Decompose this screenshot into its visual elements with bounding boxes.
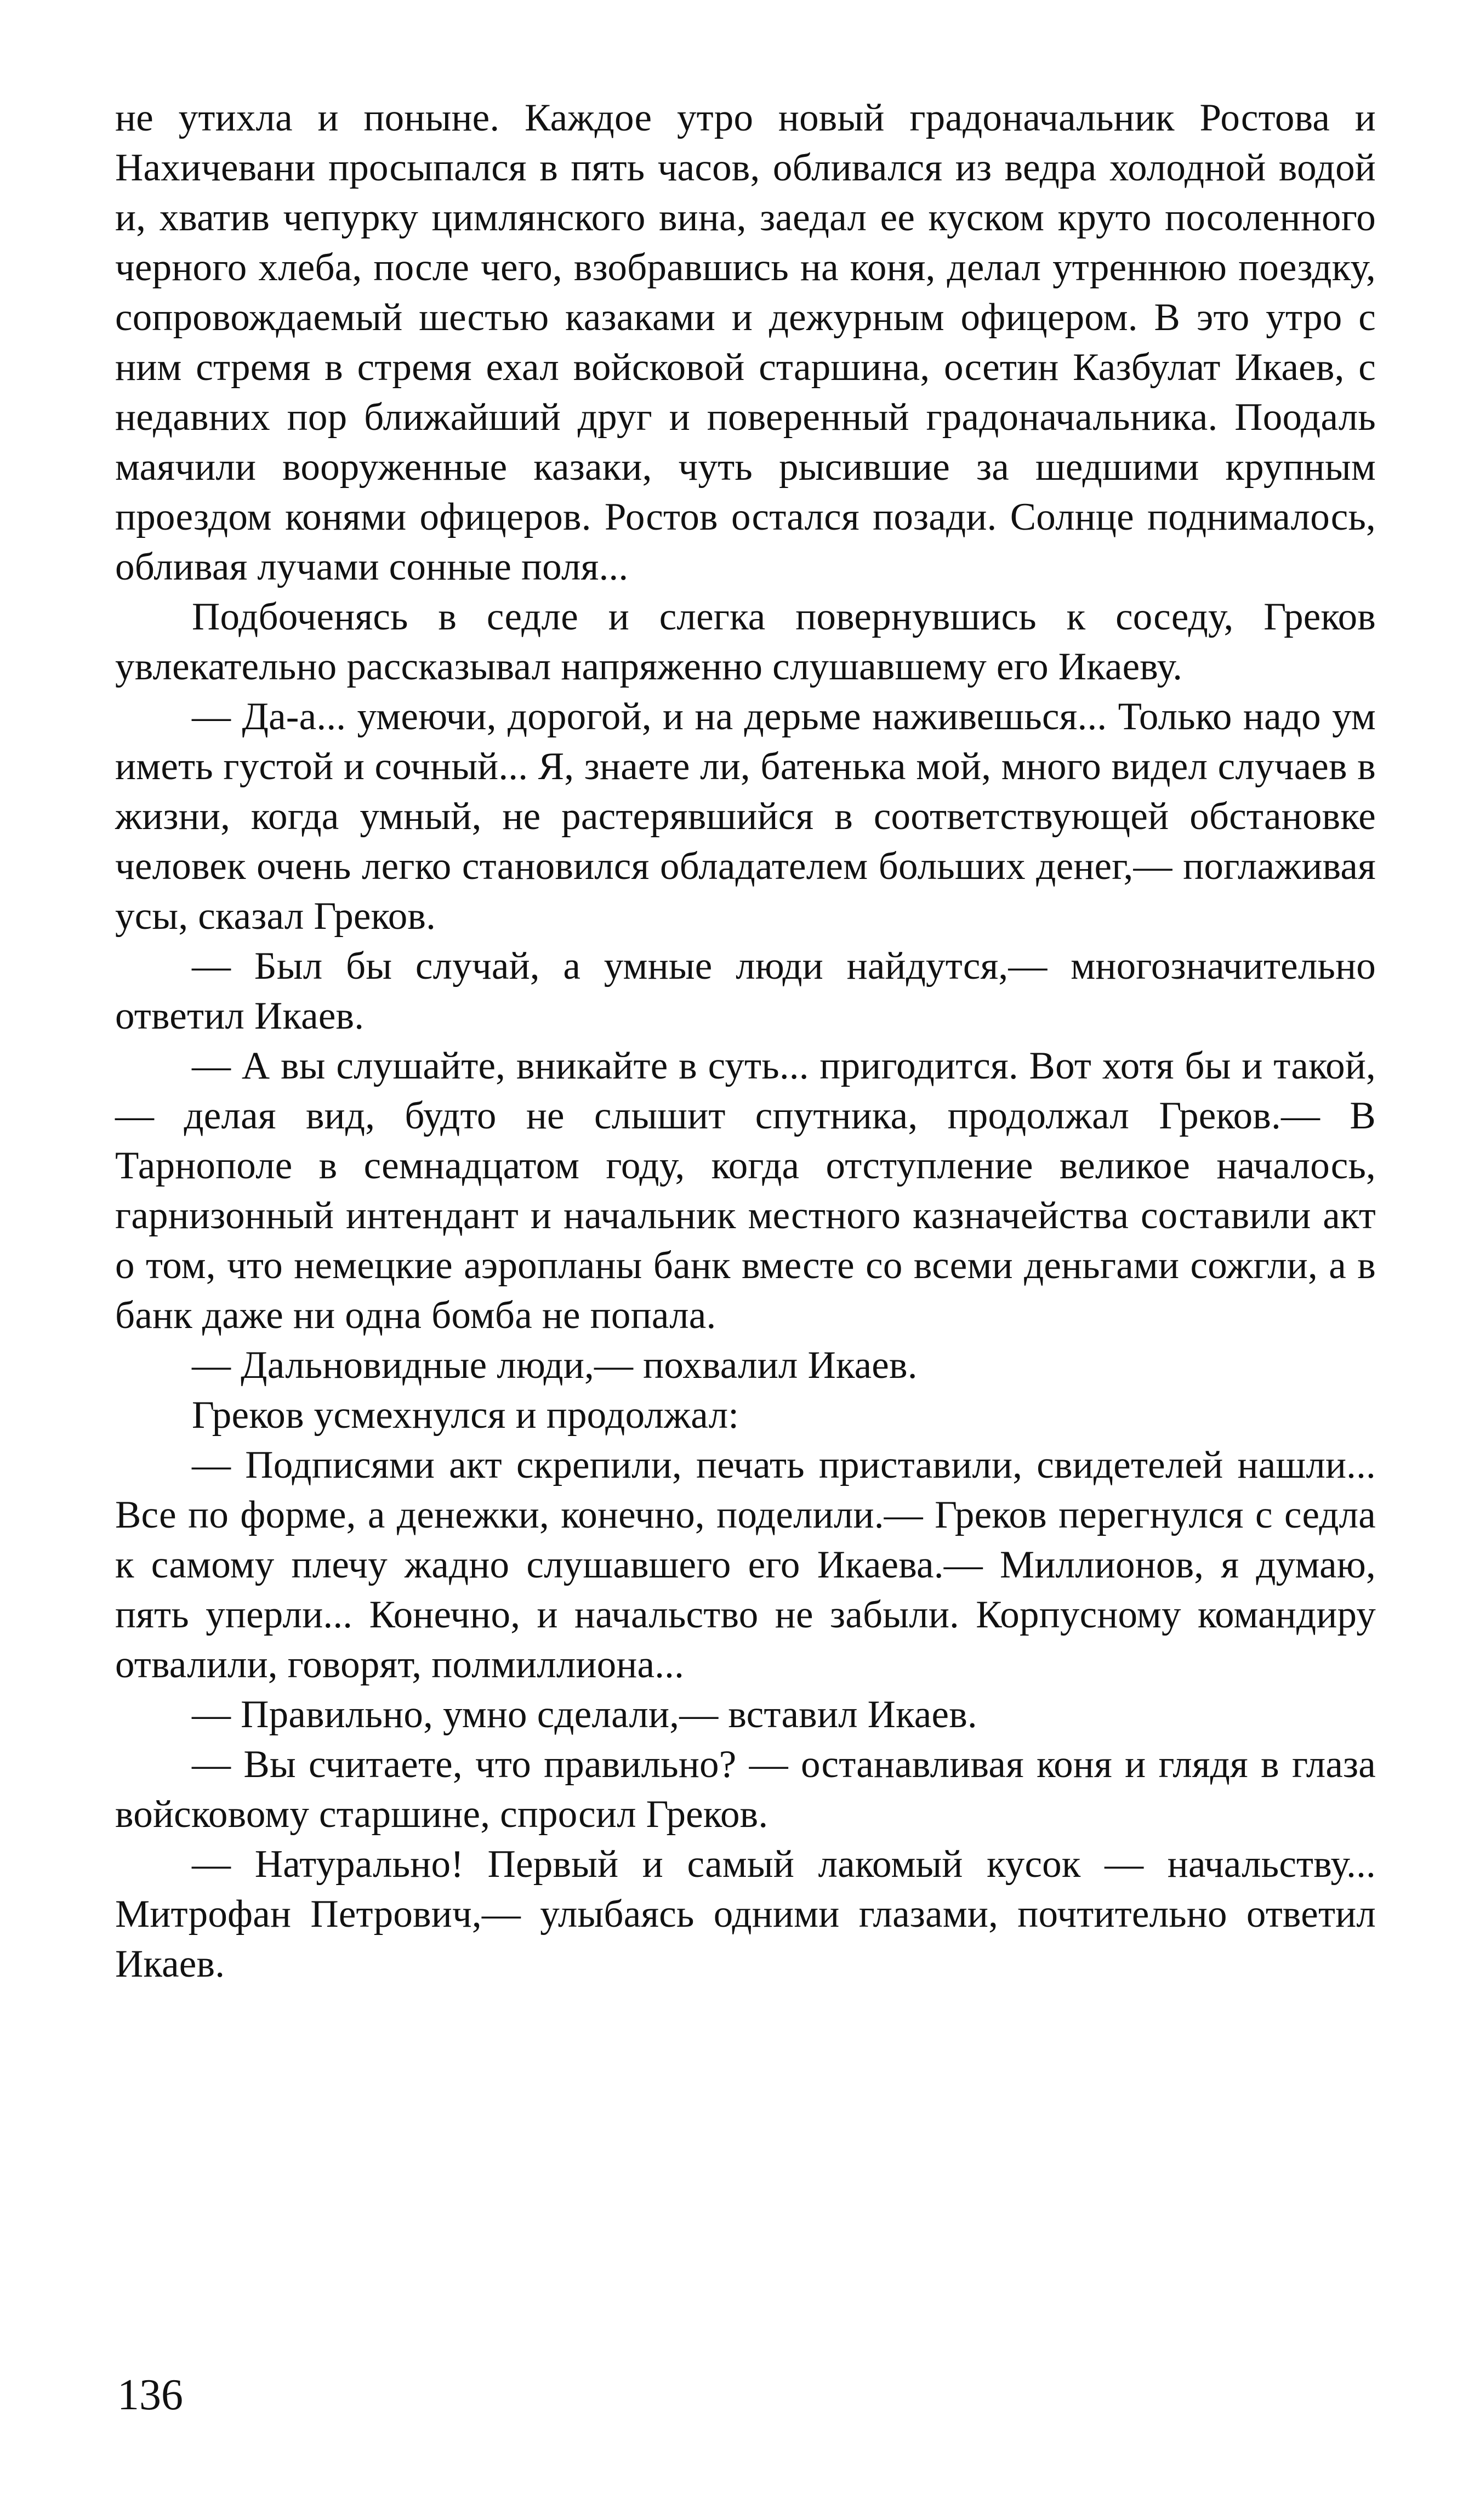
paragraph-3: — Да-а... умеючи, дорогой, и на дерьме наживешься... Только надо ум иметь густой и сочный... Я, знаете ли, батенька мой, много видел случаев в жизни, когда умный, не растерявшийся в соответствующей обстановке человек очень легко становился обладателем больших денег,— поглаживая усы, сказал Греков. bbox=[115, 695, 1376, 938]
paragraph-7: Греков усмехнулся и продолжал: bbox=[192, 1394, 739, 1437]
paragraph-5: — А вы слушайте, вникайте в суть... пригодится. Вот хотя бы и такой,— делая вид, будто не слышит спутника, продолжал Греков.— В Тарнополе в семнадцатом году, когда отступление великое началось, гарнизонный интендант и начальник местного казначейства составили акт о том, что немецкие аэропланы банк вместе со всеми деньгами сожгли, а в банк даже ни одна бомба не попала. bbox=[115, 1045, 1376, 1337]
paragraph-4: — Был бы случай, а умные люди найдутся,— многозначительно ответил Икаев. bbox=[115, 945, 1376, 1037]
paragraph-6: — Дальновидные люди,— похвалил Икаев. bbox=[192, 1344, 918, 1387]
page-number: 136 bbox=[117, 2371, 183, 2419]
paragraph-11: — Натурально! Первый и самый лакомый кусок — начальству... Митрофан Петрович,— улыбаясь одними глазами, почтительно ответил Икаев. bbox=[115, 1843, 1376, 1985]
paragraph-1: не утихла и поныне. Каждое утро новый градоначальник Ростова и Нахичевани просыпался в пять часов, обливался из ведра холодной водой и, хватив чепурку цимлянского вина, заедал ее куском круто посоленного черного хлеба, после чего, взобравшись на коня, делал утреннюю поездку, сопровождаемый шестью казаками и дежурным офицером. В это утро с ним стремя в стремя ехал войсковой старшина, осетин Казбулат Икаев, с недавних пор ближайший друг и поверенный градоначальника. Поодаль маячили вооруженные казаки, чуть рысившие за шедшими крупным проездом конями офицеров. Ростов остался позади. Солнце поднималось, обливая лучами сонные поля... bbox=[115, 97, 1376, 588]
page-body bbox=[115, 93, 1376, 1989]
paragraph-9: — Правильно, умно сделали,— вставил Икаев. bbox=[192, 1693, 977, 1736]
paragraph-10: — Вы считаете, что правильно? — останавливая коня и глядя в глаза войсковому старшине, спросил Греков. bbox=[115, 1743, 1376, 1836]
paragraph-8: — Подписями акт скрепили, печать приставили, свидетелей нашли... Все по форме, а денежки, конечно, поделили.— Греков перегнулся с седла к самому плечу жадно слушавшего его Икаева.— Миллионов, я думаю, пять уперли... Конечно, и начальство не забыли. Корпусному командиру отвалили, говорят, полмиллиона... bbox=[115, 1444, 1376, 1686]
paragraph-2: Подбоченясь в седле и слегка повернувшись к соседу, Греков увлекательно рассказывал напряженно слушавшему его Икаеву. bbox=[115, 595, 1376, 688]
